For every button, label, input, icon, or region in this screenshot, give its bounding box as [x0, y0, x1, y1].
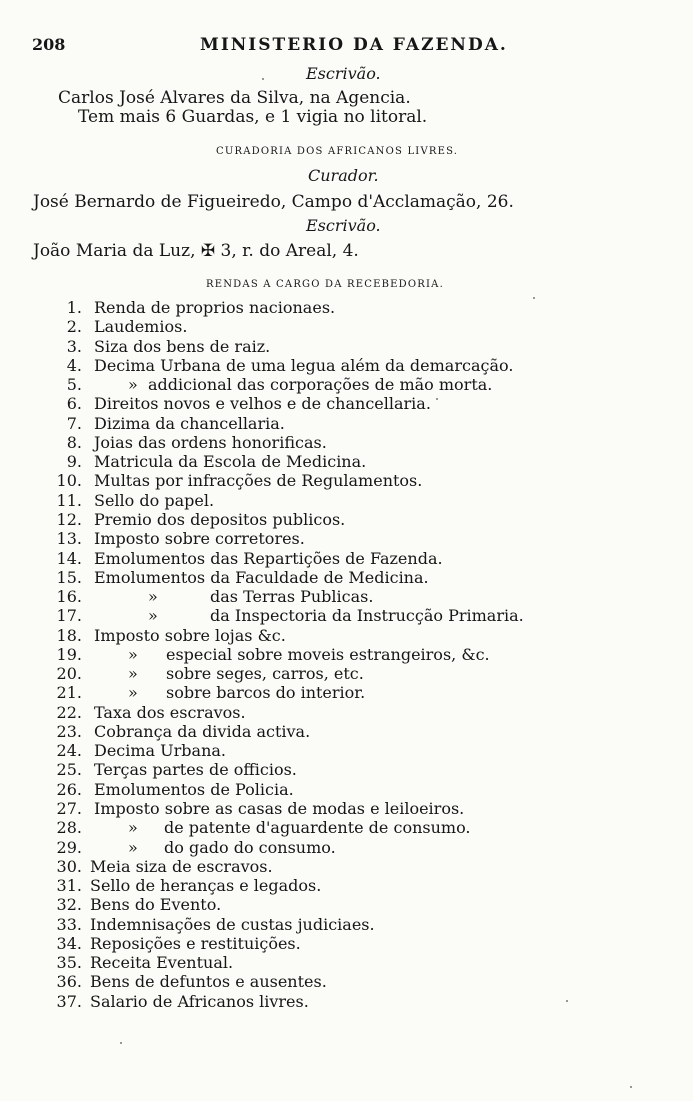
- renda-number: 12.: [56, 509, 82, 529]
- renda-text: Laudemios.: [94, 317, 188, 337]
- renda-number: 4.: [66, 355, 82, 375]
- renda-number: 25.: [56, 760, 82, 780]
- renda-text: Decima Urbana de uma legua além da demarcação.: [94, 355, 514, 375]
- scan-speck: [533, 297, 535, 299]
- renda-text: Joias das ordens honorificas.: [94, 432, 327, 452]
- renda-number: 22.: [56, 702, 82, 722]
- scan-speck: [120, 1042, 122, 1044]
- renda-text: Multas por infracções de Regulamentos.: [94, 471, 423, 491]
- renda-number: 27.: [56, 799, 82, 819]
- renda-text: de patente d'aguardente de consumo.: [164, 818, 471, 838]
- renda-number: 34.: [56, 933, 82, 953]
- renda-text: Direitos novos e velhos e de chancellaria.: [94, 394, 431, 414]
- renda-number: 3.: [66, 336, 82, 356]
- renda-text: Dizima da chancellaria.: [94, 413, 285, 433]
- renda-number: 21.: [56, 683, 82, 703]
- renda-number: 13.: [56, 529, 82, 549]
- renda-number: 36.: [56, 972, 82, 992]
- renda-text: Siza dos bens de raiz.: [94, 336, 271, 356]
- renda-number: 8.: [66, 432, 82, 452]
- rendas-heading: RENDAS A CARGO DA RECEBEDORIA.: [206, 279, 444, 290]
- renda-number: 32.: [56, 895, 82, 915]
- renda-number: 24.: [56, 741, 82, 761]
- escrivao-person: João Maria da Luz, ✠ 3, r. do Areal, 4.: [33, 241, 359, 261]
- renda-text: da Inspectoria da Instrucção Primaria.: [210, 606, 524, 626]
- renda-number: 6.: [66, 394, 82, 414]
- scan-speck: [566, 1000, 568, 1002]
- ditto-mark: »: [128, 644, 138, 664]
- renda-number: 26.: [56, 779, 82, 799]
- renda-text: Indemnisações de custas judiciaes.: [90, 914, 375, 934]
- renda-text: Decima Urbana.: [94, 741, 227, 761]
- scan-speck: [630, 1086, 632, 1088]
- renda-number: 14.: [56, 548, 82, 568]
- renda-text: Renda de proprios nacionaes.: [94, 298, 336, 317]
- renda-number: 28.: [56, 818, 82, 838]
- renda-number: 23.: [56, 721, 82, 741]
- renda-number: 11.: [56, 490, 82, 510]
- ditto-mark: »: [128, 664, 138, 684]
- scan-speck: [436, 398, 438, 400]
- escrivao-label-top: Escrivão.: [306, 64, 381, 83]
- renda-text: Meia siza de escravos.: [90, 856, 273, 876]
- renda-number: 30.: [56, 856, 82, 876]
- renda-text: Matricula da Escola de Medicina.: [94, 452, 367, 472]
- renda-number: 19.: [56, 644, 82, 664]
- renda-number: 16.: [56, 587, 82, 607]
- renda-text: Imposto sobre corretores.: [94, 529, 305, 549]
- renda-text: Cobrança da divida activa.: [94, 721, 311, 741]
- renda-number: 29.: [56, 837, 82, 857]
- renda-number: 17.: [56, 606, 82, 626]
- ditto-mark: »: [148, 587, 158, 607]
- ditto-mark: »: [128, 837, 138, 857]
- ditto-mark: »: [128, 683, 138, 703]
- renda-text: Emolumentos da Faculdade de Medicina.: [94, 567, 429, 587]
- renda-number: 35.: [56, 953, 82, 973]
- renda-number: 2.: [66, 317, 82, 337]
- guards-note: Tem mais 6 Guardas, e 1 vigia no litoral.: [78, 107, 428, 127]
- renda-text: Salario de Africanos livres.: [90, 991, 309, 1011]
- agencia-person: Carlos José Alvares da Silva, na Agencia.: [58, 88, 411, 108]
- ditto-mark: »: [148, 606, 158, 626]
- renda-text: Sello do papel.: [94, 490, 215, 510]
- renda-text: Imposto sobre lojas &c.: [94, 625, 286, 645]
- curador-person: José Bernardo de Figueiredo, Campo d'Acclamação, 26.: [33, 192, 514, 212]
- ditto-mark: »: [128, 375, 138, 395]
- curadoria-heading: CURADORIA DOS AFRICANOS LIVRES.: [216, 146, 459, 157]
- renda-text: Emolumentos de Policia.: [94, 779, 294, 799]
- renda-number: 10.: [56, 471, 82, 491]
- renda-number: 15.: [56, 567, 82, 587]
- renda-number: 9.: [66, 452, 82, 472]
- renda-text: Premio dos depositos publicos.: [94, 509, 346, 529]
- renda-text: Imposto sobre as casas de modas e leiloeiros.: [94, 799, 465, 819]
- renda-text: Bens do Evento.: [90, 895, 222, 915]
- renda-text: sobre seges, carros, etc.: [166, 664, 364, 684]
- scan-speck: [262, 78, 264, 80]
- page-number: 208: [32, 35, 66, 54]
- curador-label: Curador.: [308, 166, 379, 185]
- escrivao-label: Escrivão.: [306, 216, 381, 235]
- ditto-mark: »: [128, 818, 138, 838]
- renda-text: addicional das corporações de mão morta.: [148, 375, 493, 395]
- renda-text: Terças partes de officios.: [94, 760, 297, 780]
- renda-number: 5.: [66, 375, 82, 395]
- renda-text: Reposições e restituições.: [90, 933, 301, 953]
- renda-text: Taxa dos escravos.: [94, 702, 246, 722]
- renda-number: 20.: [56, 664, 82, 684]
- renda-text: sobre barcos do interior.: [166, 683, 366, 703]
- renda-number: 37.: [56, 991, 82, 1011]
- renda-text: do gado do consumo.: [164, 837, 336, 857]
- running-title: MINISTERIO DA FAZENDA.: [200, 35, 508, 55]
- renda-number: 31.: [56, 876, 82, 896]
- renda-number: 33.: [56, 914, 82, 934]
- renda-text: Sello de heranças e legados.: [90, 876, 322, 896]
- renda-number: 1.: [66, 298, 82, 317]
- renda-text: Emolumentos das Repartições de Fazenda.: [94, 548, 443, 568]
- renda-text: das Terras Publicas.: [210, 587, 374, 607]
- renda-text: Bens de defuntos e ausentes.: [90, 972, 327, 992]
- renda-text: Receita Eventual.: [90, 953, 234, 973]
- renda-number: 18.: [56, 625, 82, 645]
- renda-number: 7.: [66, 413, 82, 433]
- renda-text: especial sobre moveis estrangeiros, &c.: [166, 644, 490, 664]
